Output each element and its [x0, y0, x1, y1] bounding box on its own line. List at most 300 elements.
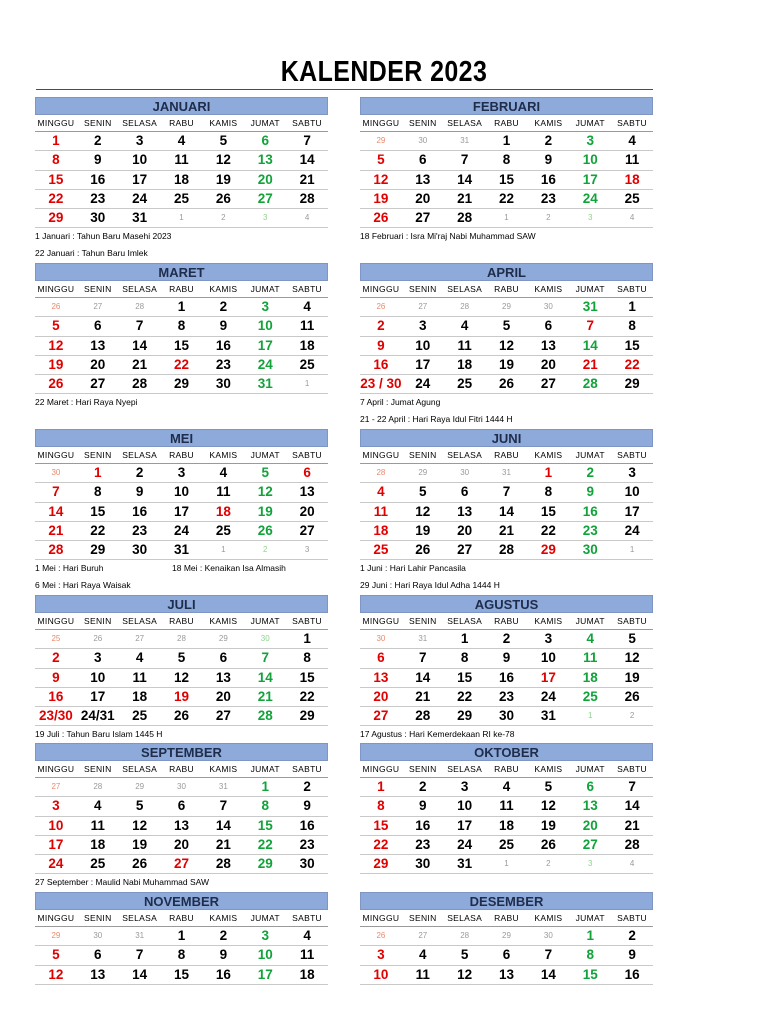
- day-cell: 18: [373, 522, 389, 538]
- weekday-name: JUMAT: [250, 616, 280, 626]
- weekday-name: SABTU: [617, 284, 647, 294]
- day-cell: 14: [215, 817, 231, 833]
- day-cell: 7: [261, 650, 269, 666]
- day-cell: 12: [132, 817, 148, 833]
- day-cell: 14: [257, 669, 273, 685]
- day-cell: 17: [90, 688, 106, 704]
- day-cell: 25: [582, 688, 598, 704]
- weekday-name: SABTU: [617, 118, 647, 128]
- day-cell: 6: [94, 318, 102, 334]
- day-cell: 16: [373, 356, 389, 372]
- day-cell: 17: [257, 966, 273, 982]
- day-cell: 12: [173, 669, 190, 685]
- weekday-name: SELASA: [447, 450, 483, 460]
- day-cell: 23: [415, 836, 431, 852]
- day-cell: 26: [93, 634, 103, 643]
- day-cell: 17: [257, 337, 273, 353]
- holiday-note-line: [360, 726, 653, 743]
- weekday-name: KAMIS: [209, 450, 238, 460]
- day-cell: 11: [132, 669, 147, 685]
- day-cell: 22: [540, 522, 556, 538]
- day-cell: 15: [173, 337, 190, 353]
- weekday-name: SENIN: [409, 764, 437, 774]
- day-cell: 20: [415, 190, 431, 206]
- weekday-name: KAMIS: [534, 616, 563, 626]
- day-cell: 23: [299, 836, 315, 852]
- day-cell: 3: [460, 779, 469, 794]
- month-header: SEPTEMBER: [35, 743, 328, 761]
- day-cell: 17: [173, 503, 190, 519]
- day-cell: 27: [582, 836, 598, 852]
- day-cell: 29: [299, 708, 315, 724]
- week-row: [360, 483, 653, 502]
- day-cell: 5: [52, 318, 60, 334]
- day-cell: 18: [173, 171, 190, 187]
- day-cell: 4: [629, 213, 635, 223]
- week-row: [360, 171, 653, 190]
- day-cell: 28: [177, 634, 186, 643]
- day-cell: 9: [502, 650, 511, 666]
- day-cell: 1: [303, 631, 311, 646]
- day-cell: 25: [373, 542, 389, 558]
- day-cell: 14: [540, 966, 556, 982]
- day-cell: 11: [216, 484, 231, 500]
- day-cell: 5: [460, 947, 469, 963]
- day-cell: 1: [94, 465, 102, 480]
- week-row: [360, 630, 653, 649]
- weekday-name: MINGGU: [37, 616, 75, 626]
- day-cell: 14: [415, 669, 431, 685]
- weekday-name: SELASA: [122, 913, 158, 923]
- day-cell: 1: [179, 213, 184, 223]
- weekday-name: SABTU: [292, 616, 322, 626]
- title-divider: [36, 89, 653, 90]
- day-cell: 8: [502, 152, 511, 168]
- day-cell: 26: [48, 376, 64, 392]
- weekday-name: SENIN: [409, 118, 437, 128]
- month-header: OKTOBER: [360, 743, 653, 761]
- day-cell: 29: [376, 136, 386, 145]
- day-cell: 10: [257, 947, 273, 963]
- weekday-name: KAMIS: [534, 450, 563, 460]
- day-cell: 3: [304, 545, 310, 555]
- week-row: [35, 132, 328, 151]
- weekday-name: SELASA: [122, 616, 158, 626]
- month-header: JANUARI: [35, 97, 328, 115]
- day-cell: 25: [498, 836, 515, 852]
- day-cell: 19: [373, 190, 389, 206]
- weekday-name: JUMAT: [250, 118, 280, 128]
- week-row: [35, 778, 328, 797]
- day-cell: 23: [540, 190, 556, 206]
- day-cell: 11: [499, 798, 514, 814]
- day-cell: 3: [94, 650, 102, 666]
- day-cell: 13: [90, 337, 106, 353]
- day-cell: 10: [132, 152, 148, 168]
- day-cell: 29: [51, 931, 61, 940]
- holiday-notes: [35, 726, 328, 743]
- month-januari: [35, 97, 328, 262]
- holiday-notes: [35, 560, 328, 594]
- day-cell: 5: [502, 318, 511, 334]
- day-cell: 5: [219, 133, 228, 148]
- day-cell: 4: [502, 779, 511, 794]
- day-cell: 5: [377, 152, 385, 168]
- day-cell: 15: [373, 817, 389, 833]
- day-cell: 12: [415, 503, 431, 519]
- day-cell: 10: [173, 484, 190, 500]
- day-cell: 27: [51, 782, 61, 791]
- day-cell: 25: [90, 856, 106, 872]
- day-cell: 7: [135, 318, 144, 334]
- weekday-name: SENIN: [84, 450, 112, 460]
- day-cell: 26: [257, 522, 273, 538]
- weekday-name: SABTU: [292, 764, 322, 774]
- day-cell: 11: [299, 318, 315, 334]
- day-cell: 18: [624, 171, 640, 187]
- day-cell: 18: [299, 966, 315, 982]
- weekday-name: SELASA: [447, 118, 483, 128]
- weekday-name: SABTU: [292, 913, 322, 923]
- day-cell: 6: [502, 947, 511, 963]
- day-cell: 1: [177, 928, 186, 943]
- week-row: [360, 375, 653, 394]
- day-cell: 11: [624, 152, 640, 168]
- day-cell: 23: [90, 190, 106, 206]
- day-cell: 21: [415, 688, 431, 704]
- day-cell: 3: [588, 859, 593, 869]
- day-cell: 30: [543, 931, 553, 940]
- day-cell: 1: [504, 859, 509, 869]
- day-cell: 11: [373, 503, 389, 519]
- day-cell: 18: [498, 817, 515, 833]
- day-cell: 12: [498, 337, 515, 353]
- day-cell: 14: [132, 966, 148, 982]
- day-cell: 24: [173, 522, 190, 538]
- day-cell: 21: [215, 836, 231, 852]
- week-row: [360, 356, 653, 375]
- weekday-name: SENIN: [409, 284, 437, 294]
- day-cell: 13: [90, 966, 106, 982]
- day-cell: 3: [419, 318, 427, 334]
- day-cell: 11: [457, 337, 472, 353]
- day-cell: 27: [135, 634, 145, 643]
- week-row: [35, 855, 328, 874]
- week-row: [360, 778, 653, 797]
- day-cell: 27: [215, 708, 231, 724]
- day-cell: 28: [93, 782, 103, 791]
- day-cell: 29: [624, 376, 640, 392]
- day-cell: 31: [218, 782, 228, 791]
- day-cell: 16: [299, 817, 315, 833]
- day-cell: 26: [373, 210, 389, 226]
- weekday-name: RABU: [169, 616, 194, 626]
- day-cell: 28: [132, 376, 148, 392]
- weekday-name: MINGGU: [37, 284, 75, 294]
- day-cell: 9: [544, 152, 553, 168]
- day-cell: 2: [303, 779, 311, 794]
- day-cell: 30: [90, 210, 106, 226]
- day-cell: 1: [588, 711, 593, 721]
- holiday-notes: [360, 394, 653, 428]
- day-cell: 17: [48, 836, 64, 852]
- day-cell: 29: [90, 542, 106, 558]
- day-cell: 26: [51, 302, 61, 311]
- weekday-name: JUMAT: [575, 913, 605, 923]
- day-cell: 26: [415, 542, 431, 558]
- day-cell: 16: [132, 503, 148, 519]
- weekday-name: KAMIS: [534, 764, 563, 774]
- weekday-name: SENIN: [84, 764, 112, 774]
- weekday-name: RABU: [494, 913, 519, 923]
- week-row: [360, 817, 653, 836]
- day-cell: 26: [624, 688, 640, 704]
- day-cell: 1: [544, 465, 553, 480]
- day-cell: 27: [418, 302, 428, 311]
- day-cell: 29: [135, 782, 145, 791]
- week-row: [35, 797, 328, 816]
- day-cell: 13: [173, 817, 190, 833]
- month-maret: [35, 263, 328, 411]
- day-cell: 23: [215, 356, 231, 372]
- day-cell: 19: [48, 356, 64, 372]
- day-cell: 17: [624, 503, 640, 519]
- day-cell: 22: [257, 836, 273, 852]
- day-cell: 9: [628, 947, 636, 963]
- day-cell: 22: [173, 356, 190, 372]
- day-cell: 18: [132, 688, 148, 704]
- day-cell: 22: [299, 688, 315, 704]
- day-cell: 28: [376, 468, 386, 477]
- weekday-header-row: [360, 910, 653, 927]
- weekday-name: SABTU: [292, 450, 322, 460]
- weekday-name: RABU: [169, 913, 194, 923]
- day-cell: 14: [132, 337, 148, 353]
- day-cell: 27: [540, 376, 556, 392]
- day-cell: 25: [457, 376, 473, 392]
- week-row: [35, 356, 328, 375]
- month-header: JULI: [35, 595, 328, 613]
- day-cell: 11: [174, 152, 189, 168]
- day-cell: 13: [415, 171, 431, 187]
- day-cell: 12: [540, 798, 556, 814]
- day-cell: 29: [502, 302, 511, 311]
- week-row: [35, 151, 328, 170]
- week-row: [35, 966, 328, 985]
- weekday-name: KAMIS: [209, 913, 238, 923]
- weekday-name: JUMAT: [250, 913, 280, 923]
- day-cell: 24: [415, 376, 431, 392]
- day-cell: 2: [219, 928, 228, 943]
- day-cell: 24: [48, 856, 64, 872]
- week-row: [35, 464, 328, 483]
- day-cell: 3: [263, 213, 268, 223]
- weekday-name: RABU: [494, 450, 519, 460]
- holiday-note-line: [35, 560, 328, 577]
- day-cell: 1: [504, 213, 509, 223]
- holiday-note-line: [360, 411, 653, 428]
- day-cell: 22: [90, 522, 106, 538]
- weekday-name: MINGGU: [362, 913, 400, 923]
- day-cell: 23: [132, 522, 148, 538]
- day-cell: 6: [377, 650, 385, 666]
- day-cell: 31: [132, 210, 148, 226]
- day-cell: 5: [177, 650, 186, 666]
- weekday-name: SELASA: [122, 764, 158, 774]
- day-cell: 21: [624, 817, 640, 833]
- day-cell: 22: [48, 190, 64, 206]
- month-header: MARET: [35, 263, 328, 281]
- day-cell: 31: [582, 299, 598, 314]
- day-cell: 11: [299, 947, 315, 963]
- week-row: [35, 669, 328, 688]
- day-cell: 13: [373, 669, 389, 685]
- day-cell: 10: [457, 798, 473, 814]
- day-cell: 11: [415, 966, 430, 982]
- weekday-header-row: [360, 115, 653, 132]
- week-row: [360, 298, 653, 317]
- day-cell: 29: [502, 931, 511, 940]
- day-cell: 14: [498, 503, 515, 519]
- weekday-name: MINGGU: [362, 616, 400, 626]
- day-cell: 13: [457, 503, 473, 519]
- day-cell: 7: [135, 947, 144, 963]
- day-cell: 22: [457, 688, 473, 704]
- day-cell: 5: [419, 484, 427, 500]
- day-cell: 8: [460, 650, 469, 666]
- day-cell: 14: [48, 503, 64, 519]
- day-cell: 16: [415, 817, 431, 833]
- holiday-note-line: [35, 874, 328, 891]
- day-cell: 31: [418, 634, 428, 643]
- day-cell: 25: [299, 356, 315, 372]
- day-cell: 5: [544, 779, 553, 794]
- holiday-note-line: [360, 394, 653, 411]
- weekday-name: MINGGU: [362, 764, 400, 774]
- day-cell: 15: [540, 503, 556, 519]
- weekday-name: KAMIS: [534, 913, 563, 923]
- week-row: [35, 927, 328, 946]
- day-cell: 15: [90, 503, 106, 519]
- day-cell: 28: [624, 836, 640, 852]
- day-cell: 4: [304, 213, 310, 223]
- day-cell: 2: [546, 213, 551, 223]
- day-cell: 19: [257, 503, 273, 519]
- month-oktober: [360, 743, 653, 874]
- day-cell: 22: [373, 836, 389, 852]
- day-cell: 3: [377, 947, 385, 963]
- day-cell: 29: [418, 468, 428, 477]
- day-cell: 1: [304, 379, 310, 389]
- day-cell: 16: [624, 966, 640, 982]
- day-cell: 31: [460, 136, 470, 145]
- week-row: [360, 337, 653, 356]
- week-row: [35, 688, 328, 707]
- day-cell: 2: [52, 650, 60, 666]
- day-cell: 16: [498, 669, 515, 685]
- day-cell: 7: [628, 779, 636, 794]
- day-cell: 6: [94, 947, 102, 963]
- day-cell: 19: [132, 836, 148, 852]
- day-cell: 26: [498, 376, 515, 392]
- day-cell: 8: [94, 484, 102, 500]
- day-cell: 4: [303, 928, 311, 943]
- day-cell: 14: [582, 337, 598, 353]
- day-cell: 2: [221, 213, 226, 223]
- week-row: [360, 541, 653, 560]
- weekday-name: RABU: [494, 118, 519, 128]
- day-cell: 30: [376, 634, 386, 643]
- day-cell: 1: [52, 133, 60, 148]
- day-cell: 21: [498, 522, 515, 538]
- day-cell: 27: [90, 376, 106, 392]
- weekday-name: SELASA: [447, 284, 483, 294]
- day-cell: 30: [215, 376, 231, 392]
- month-header: DESEMBER: [360, 892, 653, 910]
- day-cell: 16: [90, 171, 106, 187]
- day-cell: 28: [582, 376, 598, 392]
- weekday-name: RABU: [169, 764, 194, 774]
- week-row: [360, 688, 653, 707]
- week-row: [35, 298, 328, 317]
- day-cell: 13: [257, 152, 273, 168]
- day-cell: 20: [373, 688, 389, 704]
- month-header: MEI: [35, 429, 328, 447]
- day-cell: 3: [177, 465, 186, 480]
- weekday-name: MINGGU: [362, 118, 400, 128]
- day-cell: 29: [457, 708, 473, 724]
- month-header: JUNI: [360, 429, 653, 447]
- day-cell: 27: [373, 708, 389, 724]
- weekday-name: RABU: [169, 118, 194, 128]
- day-cell: 10: [48, 817, 64, 833]
- holiday-note: 17 Agustus : Hari Kemerdekaan RI ke-78: [360, 729, 515, 740]
- day-cell: 30: [132, 542, 148, 558]
- day-cell: 2: [263, 545, 268, 555]
- day-cell: 19: [215, 171, 231, 187]
- day-cell: 13: [299, 484, 315, 500]
- holiday-note: 1 Mei : Hari Buruh: [35, 563, 104, 574]
- holiday-note-line: [360, 560, 653, 577]
- month-juni: [360, 429, 653, 594]
- day-cell: 30: [418, 136, 428, 145]
- week-row: [360, 946, 653, 965]
- day-cell: 15: [48, 171, 64, 187]
- day-cell: 30: [415, 856, 431, 872]
- weekday-name: SELASA: [122, 118, 158, 128]
- day-cell: 27: [173, 856, 190, 872]
- week-row: [360, 649, 653, 668]
- weekday-name: JUMAT: [575, 616, 605, 626]
- day-cell: 6: [586, 779, 594, 794]
- weekday-name: SENIN: [84, 284, 112, 294]
- day-cell: 31: [502, 468, 511, 477]
- day-cell: 6: [460, 484, 469, 500]
- day-cell: 15: [624, 337, 640, 353]
- day-cell: 8: [377, 798, 385, 814]
- holiday-note: 1 Juni : Hari Lahir Pancasila: [360, 563, 466, 574]
- day-cell: 17: [582, 171, 598, 187]
- day-cell: 24: [457, 836, 473, 852]
- month-header: NOVEMBER: [35, 892, 328, 910]
- month-header: APRIL: [360, 263, 653, 281]
- day-cell: 10: [582, 152, 598, 168]
- day-cell: 13: [582, 798, 598, 814]
- month-april: [360, 263, 653, 428]
- day-cell: 3: [261, 299, 269, 314]
- weekday-name: JUMAT: [250, 450, 280, 460]
- day-cell: 2: [502, 631, 511, 646]
